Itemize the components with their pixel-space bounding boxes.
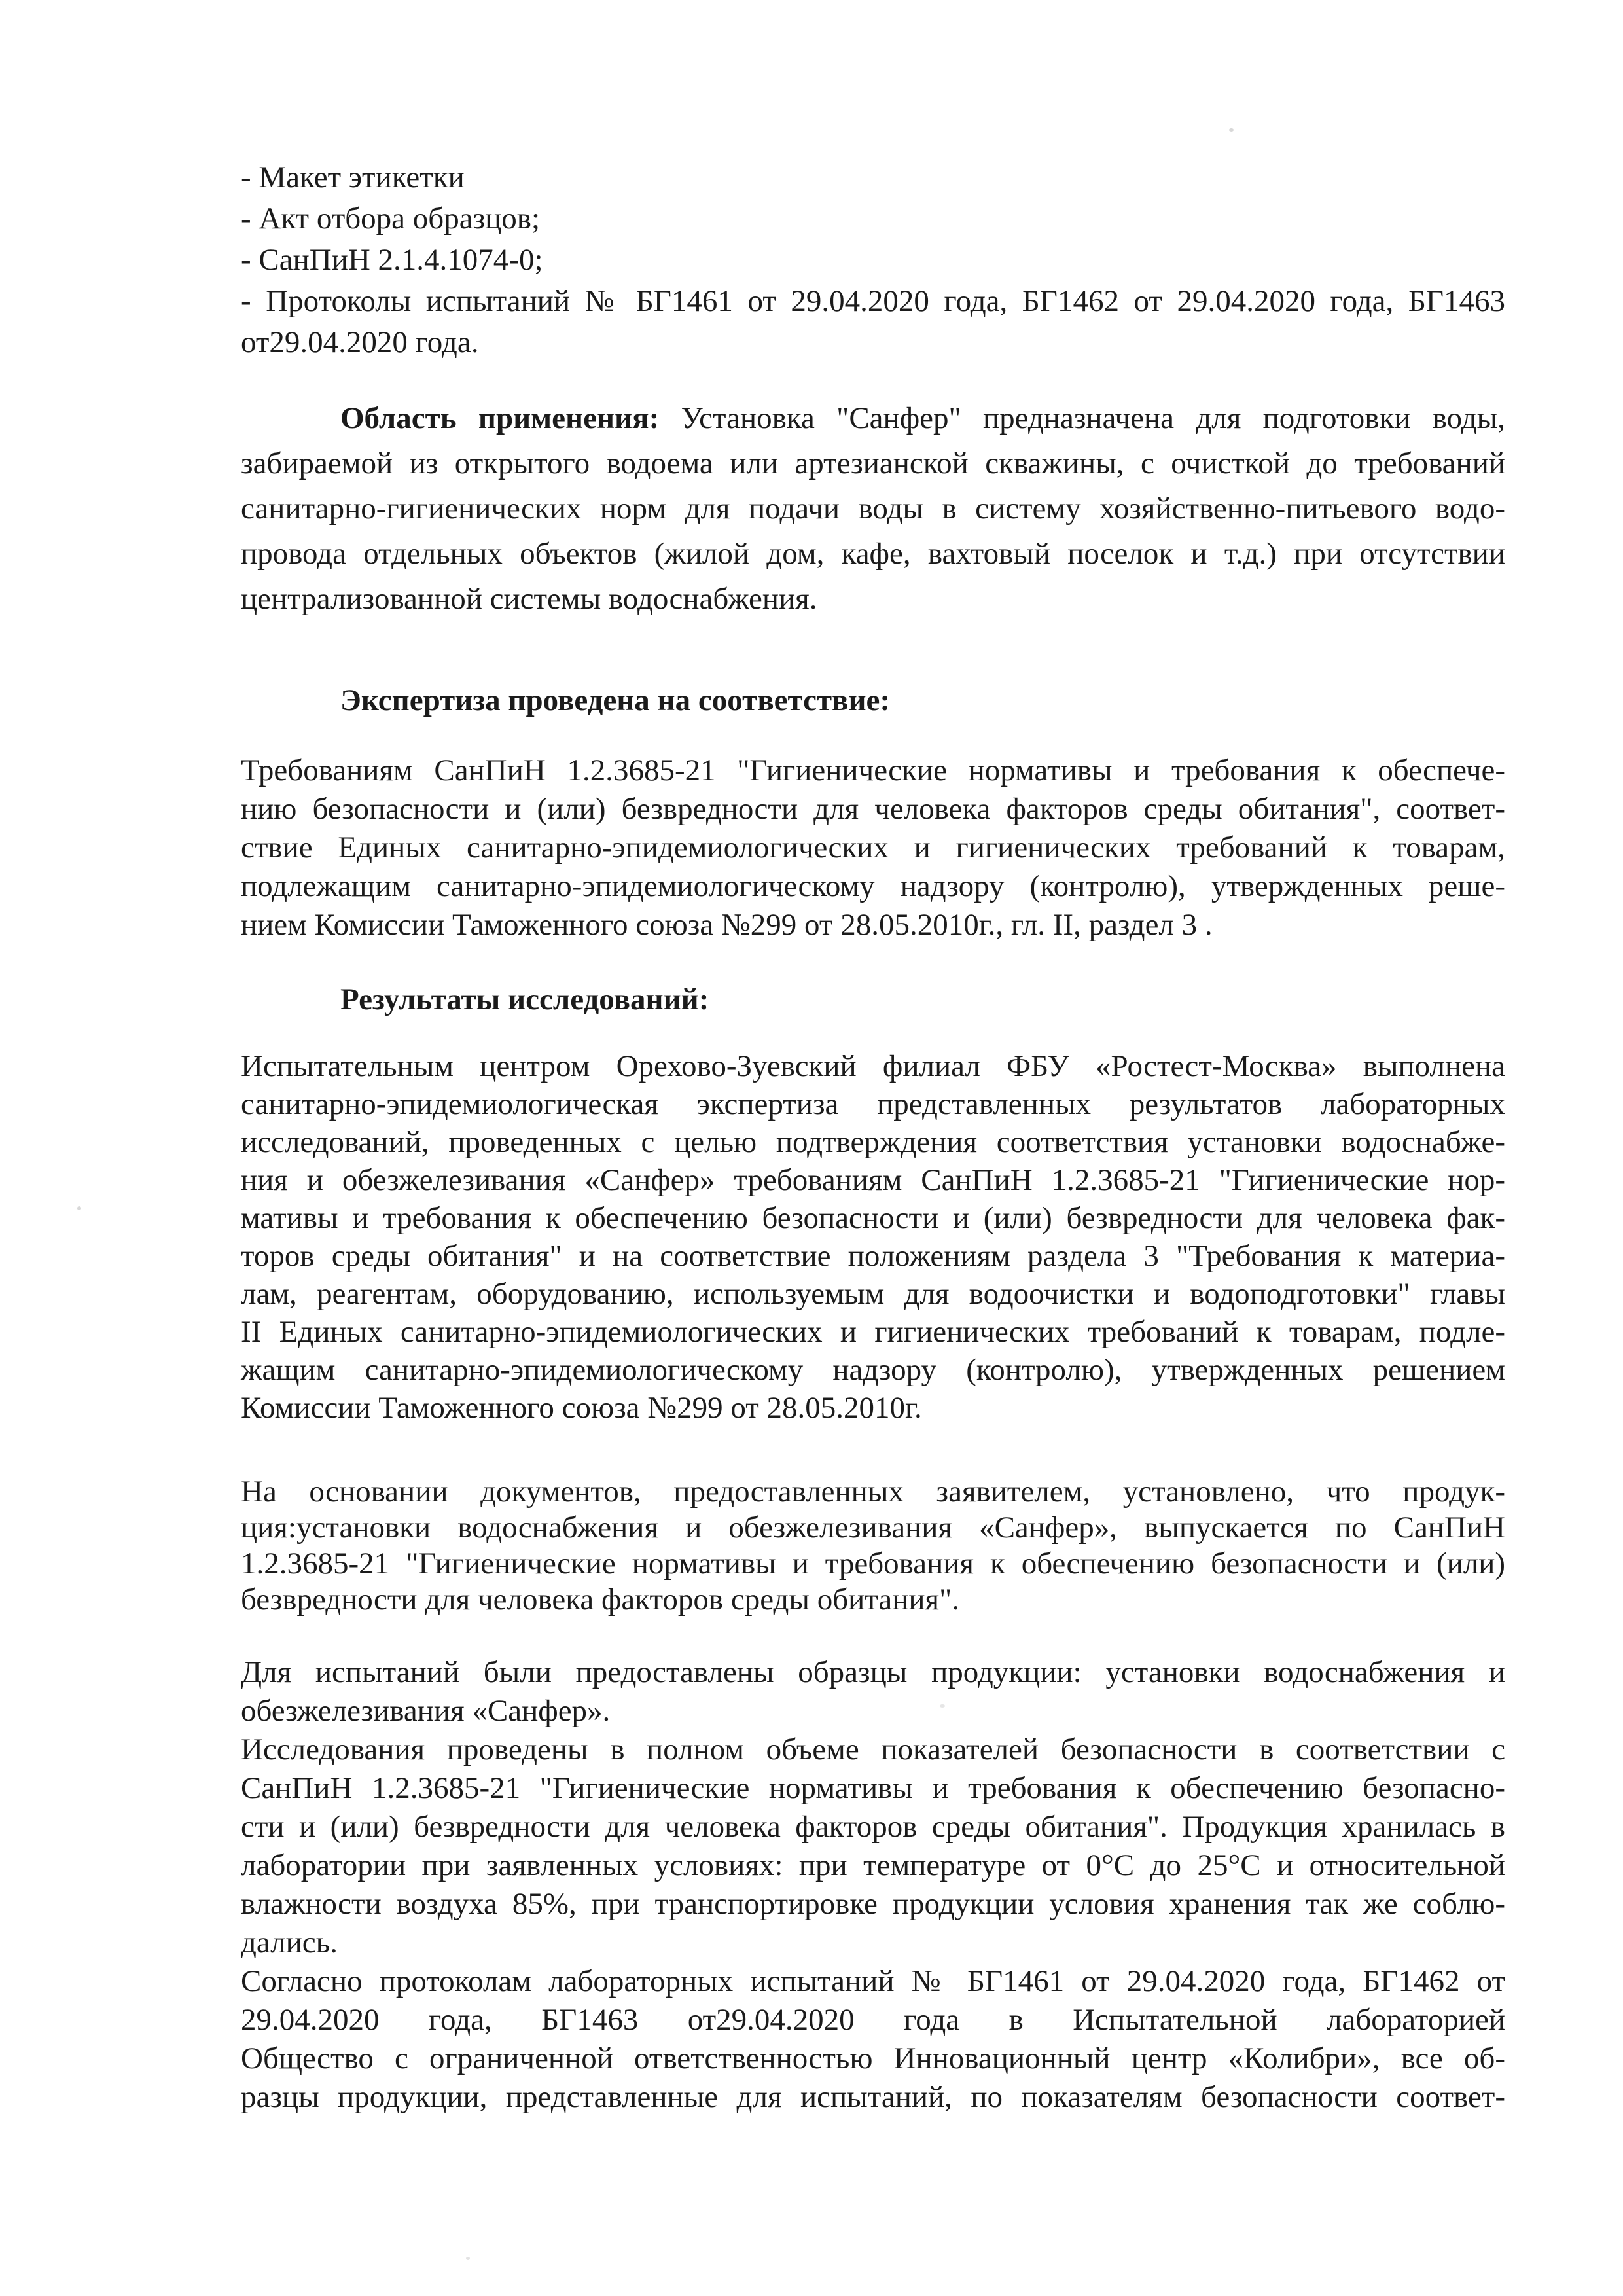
text-line: [241, 751, 1505, 790]
text-segment: - СанПиН 2.1.4.1074-0;: [241, 243, 543, 277]
text-line: [241, 980, 1505, 1019]
text-segment: санитарно-гигиенических норм для подачи воды в систему хозяйственно-питьевого водо-: [241, 492, 1505, 526]
text-line: [241, 1351, 1505, 1389]
text-segment: Комиссии Таможенного союза №299 от 28.05.2010г.: [241, 1391, 922, 1425]
text-line: [241, 1731, 1505, 1769]
text-line: [241, 157, 1505, 198]
text-segment: На основании документов, предоставленных заявителем, установлено, что продук-: [241, 1475, 1505, 1509]
text-segment: разцы продукции, представленные для испытаний, по показателям безопасности соответ-: [241, 2080, 1505, 2114]
text-line: [241, 1769, 1505, 1808]
text-line: [241, 2078, 1505, 2117]
text-line: [241, 1653, 1505, 1692]
text-segment: Общество с ограниченной ответственностью Инновационный центр «Колибри», все об-: [241, 2041, 1505, 2075]
text-segment: влажности воздуха 85%, при транспортировке продукции условия хранения так же соблю-: [241, 1887, 1505, 1921]
text-line: [241, 829, 1505, 867]
bold-text-segment: Экспертиза проведена на соответствие:: [340, 683, 891, 717]
requirements-paragraph: [241, 751, 1505, 944]
text-segment: Испытательным центром Орехово-Зуевский филиал ФБУ «Ростест-Москва» выполнена: [241, 1049, 1505, 1083]
text-line: [241, 1546, 1505, 1582]
bold-text-segment: Область применения:: [340, 401, 660, 435]
text-segment: дались.: [241, 1926, 338, 1960]
text-line: [241, 1962, 1505, 2001]
text-line: [241, 486, 1505, 531]
text-segment: - Акт отбора образцов;: [241, 202, 541, 236]
text-line: [241, 1510, 1505, 1546]
text-segment: - Протоколы испытаний № БГ1461 от 29.04.2020 года, БГ1462 от 29.04.2020 года, БГ1463: [241, 284, 1505, 318]
text-line: [241, 1582, 1505, 1618]
text-segment: от29.04.2020 года.: [241, 325, 479, 359]
text-segment: Для испытаний были предоставлены образцы продукции: установки водоснабжения и: [241, 1655, 1505, 1689]
text-line: [241, 1275, 1505, 1313]
results-paragraph-1: [241, 1047, 1505, 1427]
scan-speckle: [77, 1206, 81, 1210]
results-paragraph-3: [241, 1653, 1505, 2117]
text-segment: забираемой из открытого водоема или артезианской скважины, с очисткой до требований: [241, 446, 1505, 480]
text-line: [241, 906, 1505, 944]
text-segment: Установка "Санфер" предназначена для подготовки воды,: [659, 401, 1505, 435]
text-segment: СанПиН 1.2.3685-21 "Гигиенические нормативы и требования к обеспечению безопасно-: [241, 1771, 1505, 1805]
text-segment: безвредности для человека факторов среды обитания".: [241, 1583, 960, 1617]
text-line: [241, 577, 1505, 622]
text-line: [241, 1313, 1505, 1351]
text-line: [241, 790, 1505, 829]
text-segment: Согласно протоколам лабораторных испытаний № БГ1461 от 29.04.2020 года, БГ1462 от: [241, 1964, 1505, 1998]
text-segment: нию безопасности и (или) безвредности для человека факторов среды обитания", соответ-: [241, 792, 1505, 826]
text-line: [241, 681, 1505, 720]
results-heading: [241, 980, 1505, 1019]
text-segment: Требованиям СанПиН 1.2.3685-21 "Гигиенические нормативы и требования к обеспече-: [241, 753, 1505, 787]
text-line: [241, 867, 1505, 906]
attachments-list: [241, 157, 1505, 363]
text-segment: провода отдельных объектов (жилой дом, кафе, вахтовый поселок и т.д.) при отсутствии: [241, 537, 1505, 571]
expertise-heading: [241, 681, 1505, 720]
scope-paragraph: [241, 396, 1505, 622]
text-segment: сти и (или) безвредности для человека факторов среды обитания". Продукция хранилась в: [241, 1810, 1505, 1844]
text-segment: ния и обезжелезивания «Санфер» требованиям СанПиН 1.2.3685-21 "Гигиенические нор-: [241, 1163, 1505, 1197]
text-segment: исследований, проведенных с целью подтверждения соответствия установки водоснабже-: [241, 1125, 1505, 1159]
text-segment: мативы и требования к обеспечению безопасности и (или) безвредности для человека фак-: [241, 1201, 1505, 1235]
text-segment: Исследования проведены в полном объеме показателей безопасности в соответствии с: [241, 1732, 1505, 1767]
text-segment: - Макет этикетки: [241, 160, 465, 194]
text-line: [241, 396, 1505, 441]
text-line: [241, 531, 1505, 577]
text-line: [241, 1474, 1505, 1510]
text-segment: обезжелезивания «Санфер».: [241, 1694, 611, 1728]
text-line: [241, 1047, 1505, 1085]
text-line: [241, 322, 1505, 363]
scan-speckle: [1229, 128, 1234, 132]
text-segment: лаборатории при заявленных условиях: при температуре от 0°С до 25°С и относительной: [241, 1848, 1505, 1882]
text-line: [241, 281, 1505, 322]
text-segment: 29.04.2020 года, БГ1463 от29.04.2020 года в Испытательной лабораторией: [241, 2003, 1505, 2037]
text-line: [241, 198, 1505, 240]
text-segment: лам, реагентам, оборудованию, используемым для водоочистки и водоподготовки" главы: [241, 1277, 1505, 1311]
text-line: [241, 1199, 1505, 1237]
text-segment: санитарно-эпидемиологическая экспертиза представленных результатов лабораторных: [241, 1087, 1505, 1121]
text-line: [241, 1808, 1505, 1846]
text-segment: торов среды обитания" и на соответствие положениям раздела 3 "Требования к материа-: [241, 1239, 1505, 1273]
text-line: [241, 2001, 1505, 2039]
text-segment: ствие Единых санитарно-эпидемиологических и гигиенических требований к товарам,: [241, 831, 1505, 865]
text-line: [241, 1692, 1505, 1731]
text-line: [241, 1123, 1505, 1161]
text-segment: ция:установки водоснабжения и обезжелезивания «Санфер», выпускается по СанПиН: [241, 1511, 1505, 1545]
text-line: [241, 1846, 1505, 1885]
text-segment: централизованной системы водоснабжения.: [241, 582, 817, 616]
text-segment: подлежащим санитарно-эпидемиологическому надзору (контролю), утвержденных реше-: [241, 869, 1505, 903]
text-line: [241, 1237, 1505, 1275]
text-line: [241, 1085, 1505, 1123]
text-segment: 1.2.3685-21 "Гигиенические нормативы и требования к обеспечению безопасности и (или): [241, 1547, 1505, 1581]
text-line: [241, 441, 1505, 486]
text-segment: II Единых санитарно-эпидемиологических и гигиенических требований к товарам, подле-: [241, 1315, 1505, 1349]
document-body: [241, 157, 1505, 2117]
text-line: [241, 240, 1505, 281]
text-segment: жащим санитарно-эпидемиологическому надзору (контролю), утвержденных решением: [241, 1353, 1505, 1387]
bold-text-segment: Результаты исследований:: [340, 982, 709, 1016]
text-segment: нием Комиссии Таможенного союза №299 от 28.05.2010г., гл. II, раздел 3 .: [241, 908, 1213, 942]
text-line: [241, 1885, 1505, 1924]
results-paragraph-2: [241, 1474, 1505, 1618]
text-line: [241, 1389, 1505, 1427]
text-line: [241, 1924, 1505, 1962]
text-line: [241, 1161, 1505, 1199]
text-line: [241, 2039, 1505, 2078]
scan-speckle: [466, 2257, 470, 2260]
